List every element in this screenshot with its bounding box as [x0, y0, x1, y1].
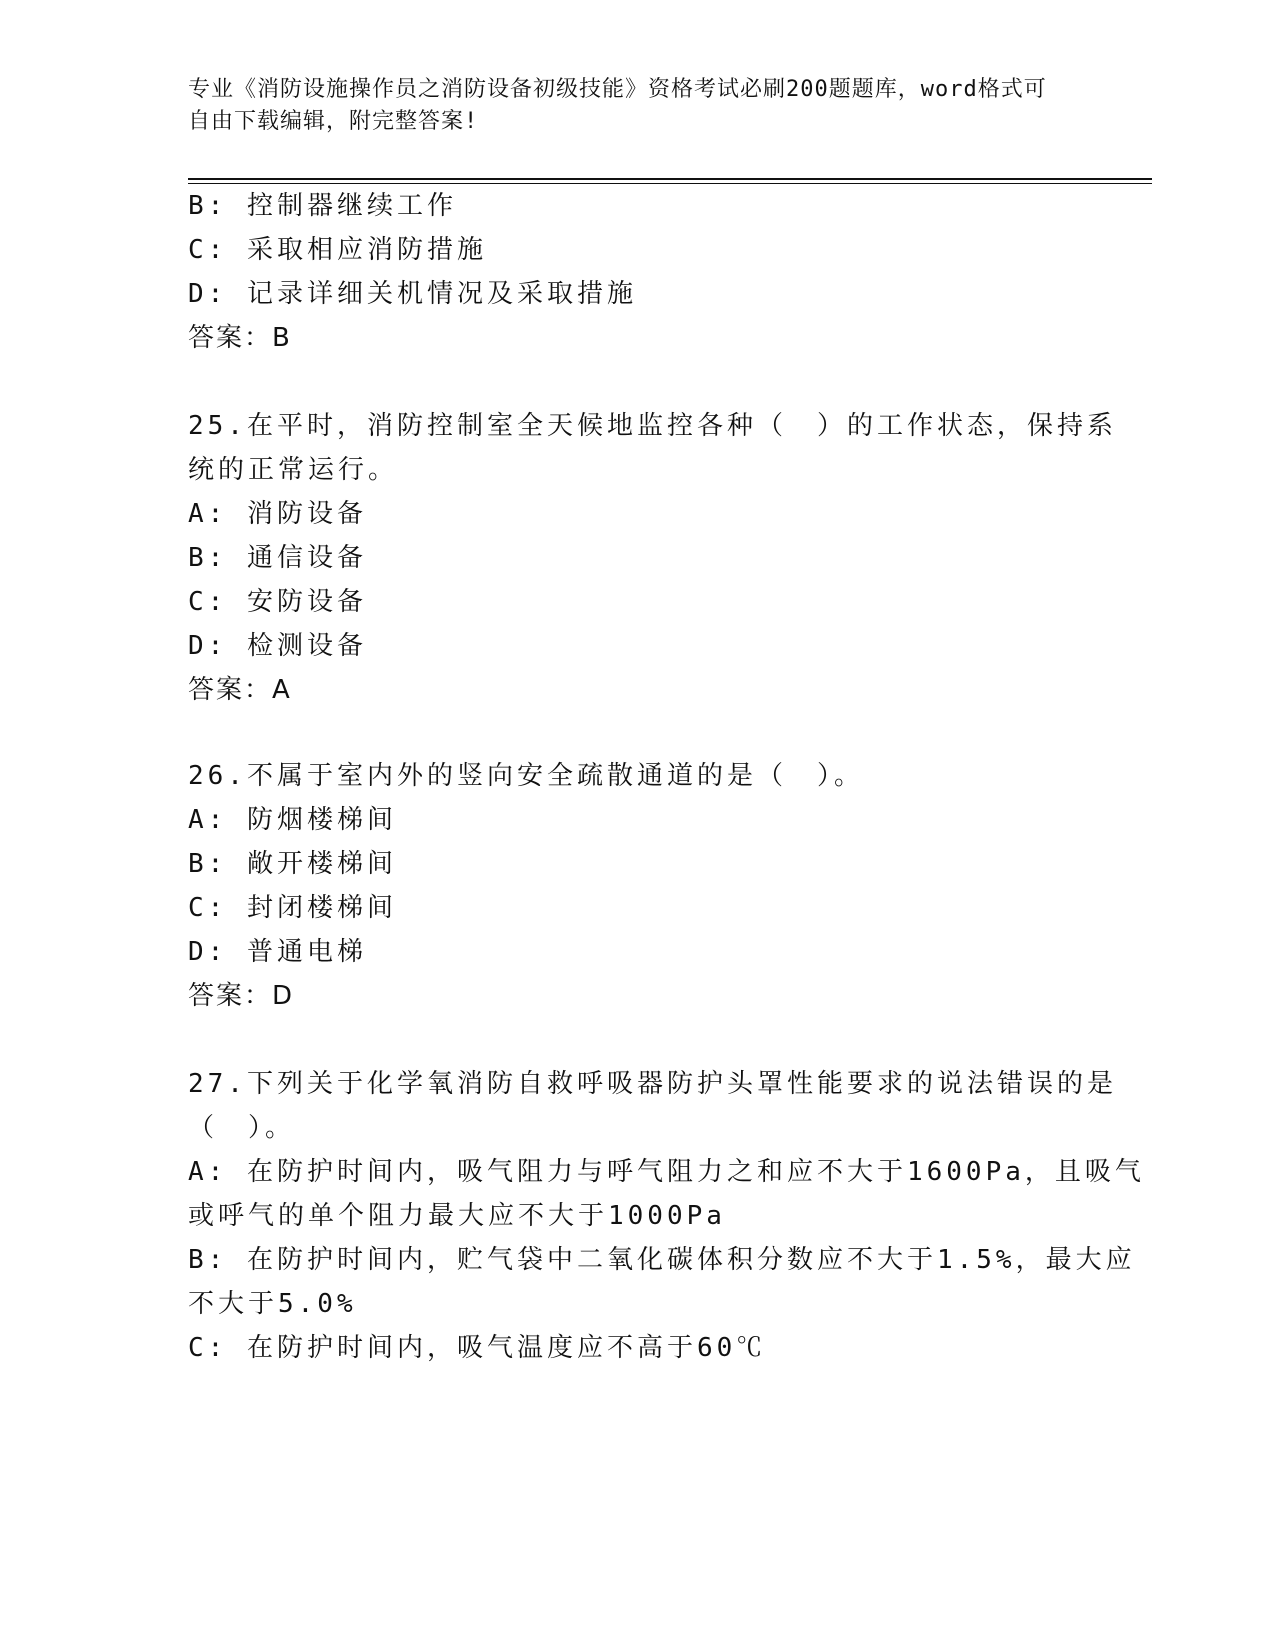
document-header: 专业《消防设施操作员之消防设备初级技能》资格考试必刷200题题库，word格式可自由下载编辑，附完整答案!	[188, 77, 1047, 134]
q25-option-d: D: 检测设备	[188, 631, 367, 661]
header-rule-thin	[188, 183, 1152, 184]
q27-stem-line2: （ ）。	[188, 1113, 296, 1143]
q24-option-c: C: 采取相应消防措施	[188, 235, 487, 265]
q25-option-b: B: 通信设备	[188, 543, 367, 573]
q26-answer: 答案：D	[188, 981, 295, 1011]
q25-answer: 答案：A	[188, 675, 292, 705]
q25-option-a: A: 消防设备	[188, 499, 367, 529]
q24-option-b: B: 控制器继续工作	[188, 191, 457, 221]
header-rule-thick	[188, 178, 1152, 180]
q26-stem-line1: 26.不属于室内外的竖向安全疏散通道的是（ ）。	[188, 761, 864, 791]
q27-option-c: C: 在防护时间内，吸气温度应不高于60℃	[188, 1333, 767, 1363]
q27-stem-line1: 27.下列关于化学氧消防自救呼吸器防护头罩性能要求的说法错误的是	[188, 1069, 1117, 1099]
q26-option-c: C: 封闭楼梯间	[188, 893, 397, 923]
q25-stem-line1: 25.在平时，消防控制室全天候地监控各种（ ）的工作状态，保持系	[188, 411, 1117, 441]
q27-option-a-line2: 或呼气的单个阻力最大应不大于1000Pa	[188, 1201, 726, 1231]
q26-option-b: B: 敞开楼梯间	[188, 849, 397, 879]
q24-option-d: D: 记录详细关机情况及采取措施	[188, 279, 637, 309]
q27-option-b-line2: 不大于5.0%	[188, 1289, 357, 1319]
q26-option-a: A: 防烟楼梯间	[188, 805, 397, 835]
q27-option-b-line1: B: 在防护时间内，贮气袋中二氧化碳体积分数应不大于1.5%，最大应	[188, 1245, 1136, 1275]
q26-option-d: D: 普通电梯	[188, 937, 367, 967]
q27-option-a-line1: A: 在防护时间内，吸气阻力与呼气阻力之和应不大于1600Pa，且吸气	[188, 1157, 1145, 1187]
q25-stem-line2: 统的正常运行。	[188, 455, 399, 485]
q25-option-c: C: 安防设备	[188, 587, 367, 617]
q24-answer: 答案：B	[188, 323, 292, 353]
